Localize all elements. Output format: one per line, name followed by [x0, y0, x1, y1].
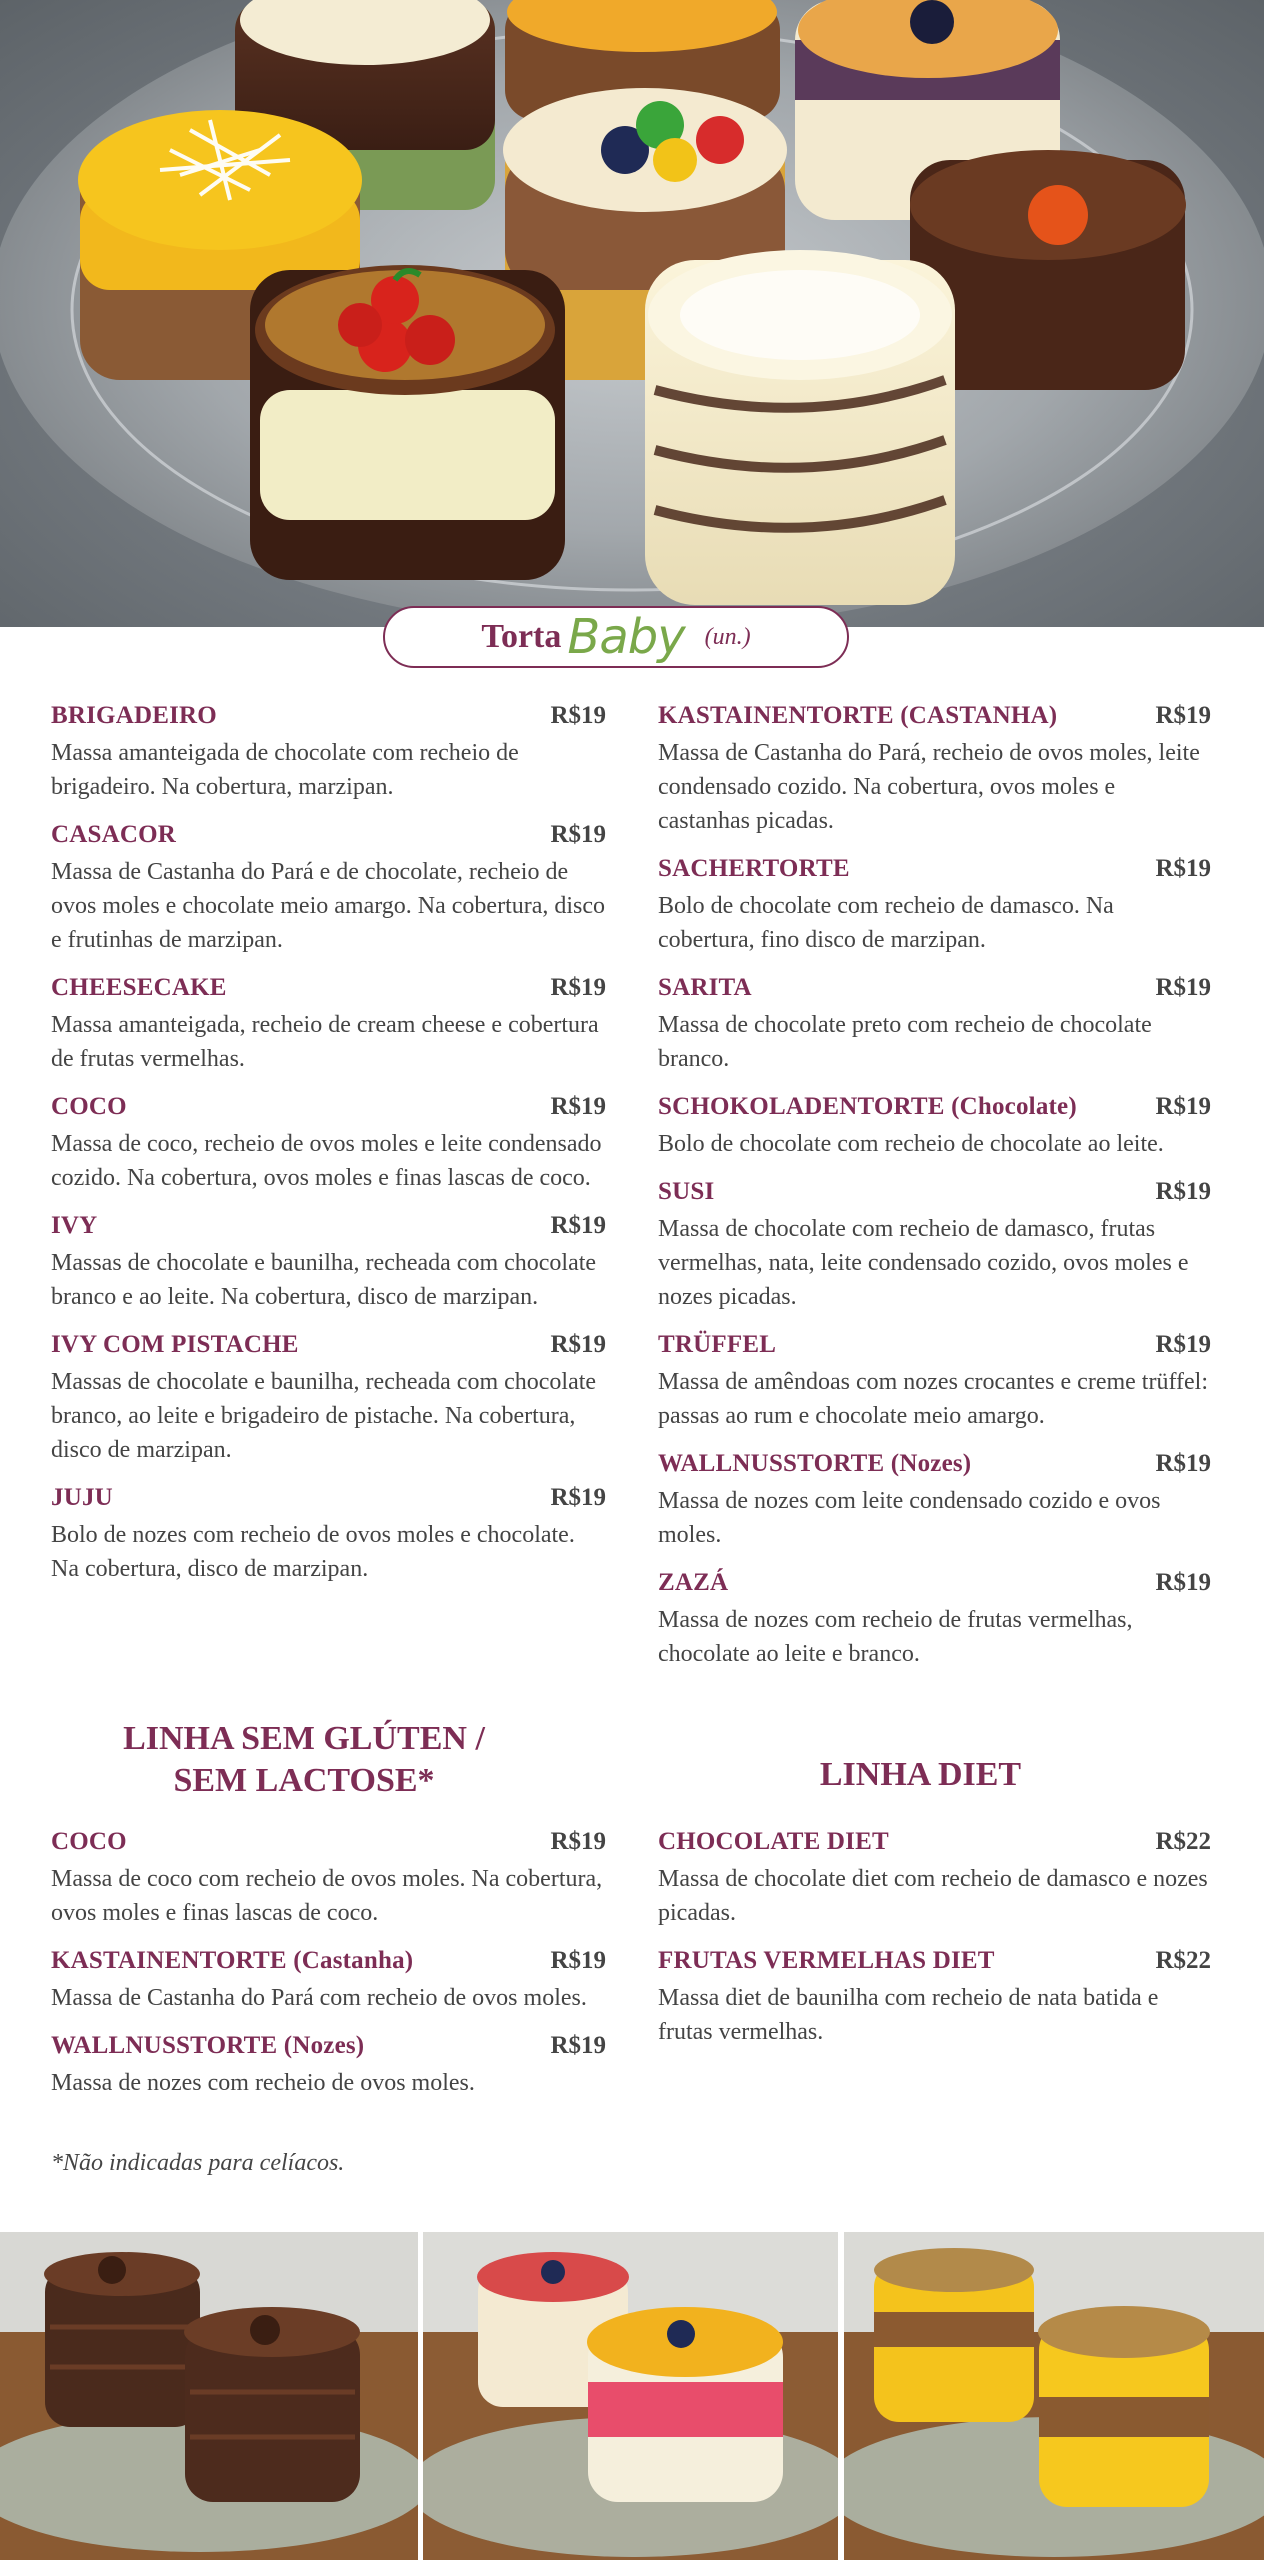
item-description: Bolo de nozes com recheio de ovos moles e chocolate. Na cobertura, disco de marzipan.	[51, 1522, 575, 1582]
item-name: ZAZÁ	[658, 1569, 729, 1596]
item-name: CHOCOLATE DIET	[658, 1828, 889, 1855]
item-price: R$19	[550, 1484, 606, 1511]
page-title	[383, 606, 849, 668]
item-description: Massa de chocolate com recheio de damasco, frutas vermelhas, nata, leite condensado cozido, ovos moles e nozes picadas.	[658, 1216, 1189, 1310]
photo-mango-cakes	[844, 2232, 1264, 2560]
section-title-diet: LINHA DIET	[819, 1756, 1022, 1793]
menu-item	[51, 821, 606, 957]
menu-item	[51, 1212, 606, 1314]
item-description: Massa de amêndoas com nozes crocantes e creme trüffel: passas ao rum e chocolate meio amargo.	[658, 1369, 1208, 1429]
item-description: Massa de chocolate preto com recheio de chocolate branco.	[658, 1012, 1152, 1072]
item-name: JUJU	[51, 1484, 113, 1511]
item-price: R$19	[1155, 1450, 1211, 1477]
item-price: R$19	[550, 1828, 606, 1855]
menu-item	[51, 1947, 606, 2015]
menu-item	[658, 974, 1211, 1076]
item-description: Massa de coco com recheio de ovos moles. Na cobertura, ovos moles e finas lascas de coco.	[51, 1866, 603, 1926]
item-description: Massa amanteigada, recheio de cream cheese e cobertura de frutas vermelhas.	[51, 1012, 599, 1072]
item-name: IVY COM PISTACHE	[51, 1331, 299, 1358]
menu-item	[658, 1450, 1211, 1552]
menu-item	[51, 1484, 606, 1586]
title-torta: Torta	[481, 618, 562, 655]
item-description: Bolo de chocolate com recheio de damasco. Na cobertura, fino disco de marzipan.	[658, 893, 1114, 953]
item-price: R$22	[1155, 1947, 1211, 1974]
item-description: Massa de nozes com recheio de frutas vermelhas, chocolate ao leite e branco.	[658, 1607, 1133, 1667]
item-price: R$19	[550, 702, 606, 729]
item-name: CASACOR	[51, 821, 177, 848]
item-description: Massas de chocolate e baunilha, recheada com chocolate branco, ao leite e brigadeiro de pistache. Na cobertura, disco de marzipan.	[51, 1369, 597, 1463]
menu-column-left	[51, 702, 606, 1586]
item-name: KASTAINENTORTE (CASTANHA)	[658, 702, 1058, 729]
item-price: R$19	[1155, 1178, 1211, 1205]
item-name: SUSI	[658, 1178, 715, 1205]
menu-item	[658, 1569, 1211, 1671]
item-name: SCHOKOLADENTORTE (Chocolate)	[658, 1093, 1077, 1120]
item-description: Massa de Castanha do Pará, recheio de ovos moles, leite condensado cozido. Na cobertura, ovos moles e castanhas picadas.	[658, 740, 1200, 834]
item-price: R$19	[550, 1212, 606, 1239]
item-description: Massa amanteigada de chocolate com recheio de brigadeiro. Na cobertura, marzipan.	[51, 740, 519, 800]
item-price: R$19	[1155, 855, 1211, 882]
photo-chocolate-cakes	[0, 2232, 418, 2560]
menu-item	[51, 974, 606, 1076]
photo-fruit-cakes	[423, 2232, 838, 2560]
item-name: SACHERTORTE	[658, 855, 850, 882]
item-price: R$19	[550, 821, 606, 848]
menu-item	[658, 1093, 1211, 1161]
section-title-line1: LINHA SEM GLÚTEN /	[123, 1720, 485, 1757]
section-title-gluten-free	[51, 1718, 557, 1802]
item-description: Massa de nozes com recheio de ovos moles.	[51, 2070, 475, 2096]
item-price: R$19	[1155, 974, 1211, 1001]
item-price: R$19	[550, 2032, 606, 2059]
item-name: FRUTAS VERMELHAS DIET	[658, 1947, 995, 1974]
diet-column	[658, 1828, 1211, 2049]
item-name: TRÜFFEL	[658, 1331, 777, 1358]
menu-item	[51, 1828, 606, 1930]
item-description: Massas de chocolate e baunilha, recheada com chocolate branco e ao leite. Na cobertura, disco de marzipan.	[51, 1250, 597, 1310]
item-name: WALLNUSSTORTE (Nozes)	[51, 2032, 365, 2059]
menu-item	[658, 855, 1211, 957]
menu-item	[51, 2032, 606, 2100]
item-name: SARITA	[658, 974, 752, 1001]
item-price: R$22	[1155, 1828, 1211, 1855]
item-price: R$19	[550, 974, 606, 1001]
item-description: Massa de Castanha do Pará e de chocolate, recheio de ovos moles e chocolate meio amargo. Na cobertura, disco e frutinhas de marzipan.	[51, 859, 606, 953]
item-description: Massa de Castanha do Pará com recheio de ovos moles.	[51, 1985, 587, 2011]
item-name: BRIGADEIRO	[51, 702, 217, 729]
item-name: COCO	[51, 1093, 127, 1120]
gluten-free-column	[51, 1828, 606, 2100]
item-description: Massa de nozes com leite condensado cozido e ovos moles.	[658, 1488, 1161, 1548]
menu-item	[51, 702, 606, 804]
item-name: KASTAINENTORTE (Castanha)	[51, 1947, 414, 1974]
menu-item	[658, 702, 1211, 838]
menu-item	[658, 1331, 1211, 1433]
item-description: Massa diet de baunilha com recheio de nata batida e frutas vermelhas.	[658, 1985, 1159, 2045]
footnote: *Não indicadas para celíacos.	[51, 2150, 345, 2176]
item-price: R$19	[1155, 1093, 1211, 1120]
menu-column-right	[658, 702, 1211, 1671]
item-description: Massa de coco, recheio de ovos moles e leite condensado cozido. Na cobertura, ovos moles e finas lascas de coco.	[51, 1131, 602, 1191]
item-description: Massa de chocolate diet com recheio de damasco e nozes picadas.	[658, 1866, 1208, 1926]
item-price: R$19	[1155, 1569, 1211, 1596]
hero-photo-cakes	[0, 0, 1264, 627]
title-baby: Baby	[567, 609, 685, 665]
menu-item	[51, 1331, 606, 1467]
item-price: R$19	[550, 1093, 606, 1120]
item-name: CHEESECAKE	[51, 974, 227, 1001]
menu-item	[658, 1947, 1211, 2049]
item-name: COCO	[51, 1828, 127, 1855]
item-description: Bolo de chocolate com recheio de chocolate ao leite.	[658, 1131, 1164, 1157]
item-price: R$19	[1155, 702, 1211, 729]
item-price: R$19	[550, 1947, 606, 1974]
item-price: R$19	[1155, 1331, 1211, 1358]
item-name: IVY	[51, 1212, 98, 1239]
menu-item	[658, 1828, 1211, 1930]
section-title-line2: SEM LACTOSE*	[173, 1762, 435, 1799]
title-unit: (un.)	[704, 623, 751, 650]
item-name: WALLNUSSTORTE (Nozes)	[658, 1450, 972, 1477]
item-price: R$19	[550, 1331, 606, 1358]
menu-item	[658, 1178, 1211, 1314]
menu-item	[51, 1093, 606, 1195]
